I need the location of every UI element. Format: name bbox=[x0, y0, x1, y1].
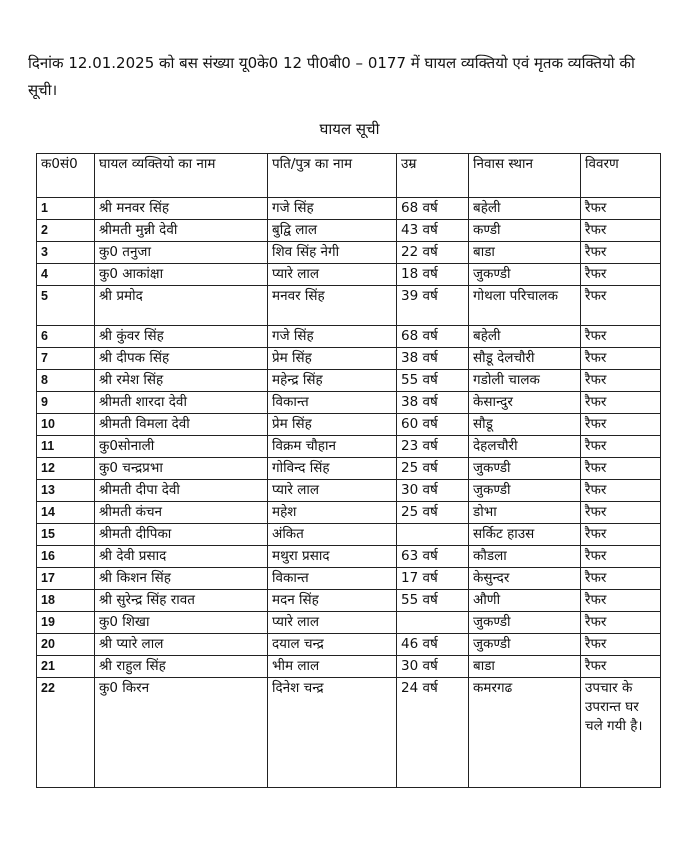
table-row bbox=[37, 392, 661, 414]
cell-details: रैफर bbox=[581, 634, 661, 656]
cell-relative-name: दिनेश चन्द्र bbox=[268, 678, 397, 788]
table-body bbox=[37, 198, 661, 788]
cell-residence: औणी bbox=[469, 590, 581, 612]
cell-residence: गोथला परिचालक bbox=[469, 286, 581, 326]
cell-details: रैफर bbox=[581, 656, 661, 678]
cell-residence: देहलचौरी bbox=[469, 436, 581, 458]
cell-residence: गडोली चालक bbox=[469, 370, 581, 392]
cell-relative-name: गजे सिंह bbox=[268, 198, 397, 220]
cell-residence: डोभा bbox=[469, 502, 581, 524]
cell-serial: 7 bbox=[37, 348, 95, 370]
cell-relative-name: शिव सिंह नेगी bbox=[268, 242, 397, 264]
table-row bbox=[37, 458, 661, 480]
cell-age: 22 वर्ष bbox=[397, 242, 469, 264]
table-row bbox=[37, 568, 661, 590]
cell-residence: जुकण्डी bbox=[469, 634, 581, 656]
cell-relative-name: मदन सिंह bbox=[268, 590, 397, 612]
cell-relative-name: भीम लाल bbox=[268, 656, 397, 678]
cell-injured-name: श्री मनवर सिंह bbox=[95, 198, 268, 220]
cell-residence: जुकण्डी bbox=[469, 264, 581, 286]
cell-details: रैफर bbox=[581, 524, 661, 546]
cell-age: 23 वर्ष bbox=[397, 436, 469, 458]
table-row bbox=[37, 502, 661, 524]
cell-age: 63 वर्ष bbox=[397, 546, 469, 568]
cell-serial: 20 bbox=[37, 634, 95, 656]
cell-details: रैफर bbox=[581, 480, 661, 502]
cell-residence: बाडा bbox=[469, 656, 581, 678]
cell-age: 25 वर्ष bbox=[397, 502, 469, 524]
cell-age: 68 वर्ष bbox=[397, 326, 469, 348]
injured-list-table bbox=[36, 153, 661, 788]
cell-relative-name: दयाल चन्द्र bbox=[268, 634, 397, 656]
cell-residence: बहेली bbox=[469, 198, 581, 220]
cell-relative-name: महेश bbox=[268, 502, 397, 524]
table-row bbox=[37, 634, 661, 656]
cell-injured-name: श्री रमेश सिंह bbox=[95, 370, 268, 392]
cell-serial: 3 bbox=[37, 242, 95, 264]
cell-age: 39 वर्ष bbox=[397, 286, 469, 326]
table-row bbox=[37, 242, 661, 264]
cell-age: 30 वर्ष bbox=[397, 656, 469, 678]
cell-residence: सर्किट हाउस bbox=[469, 524, 581, 546]
cell-injured-name: श्रीमती मुन्नी देवी bbox=[95, 220, 268, 242]
cell-details: रैफर bbox=[581, 458, 661, 480]
cell-age bbox=[397, 524, 469, 546]
cell-relative-name: मथुरा प्रसाद bbox=[268, 546, 397, 568]
cell-residence: सौडू bbox=[469, 414, 581, 436]
table-row bbox=[37, 286, 661, 326]
table-row bbox=[37, 436, 661, 458]
table-row bbox=[37, 656, 661, 678]
cell-age: 55 वर्ष bbox=[397, 590, 469, 612]
cell-age: 30 वर्ष bbox=[397, 480, 469, 502]
cell-age: 60 वर्ष bbox=[397, 414, 469, 436]
cell-injured-name: श्री कुंवर सिंह bbox=[95, 326, 268, 348]
cell-injured-name: श्रीमती कंचन bbox=[95, 502, 268, 524]
cell-serial: 14 bbox=[37, 502, 95, 524]
table-row bbox=[37, 414, 661, 436]
cell-relative-name: प्रेम सिंह bbox=[268, 348, 397, 370]
col-header-residence: निवास स्थान bbox=[469, 154, 581, 198]
cell-injured-name: कु0 किरन bbox=[95, 678, 268, 788]
cell-age: 38 वर्ष bbox=[397, 348, 469, 370]
cell-relative-name: विकान्त bbox=[268, 392, 397, 414]
cell-details: रैफर bbox=[581, 264, 661, 286]
cell-serial: 22 bbox=[37, 678, 95, 788]
cell-relative-name: प्यारे लाल bbox=[268, 264, 397, 286]
cell-serial: 1 bbox=[37, 198, 95, 220]
cell-serial: 8 bbox=[37, 370, 95, 392]
cell-serial: 2 bbox=[37, 220, 95, 242]
cell-injured-name: श्री प्यारे लाल bbox=[95, 634, 268, 656]
list-title: घायल सूची bbox=[319, 120, 380, 138]
cell-relative-name: विकान्त bbox=[268, 568, 397, 590]
cell-age: 46 वर्ष bbox=[397, 634, 469, 656]
cell-injured-name: श्री किशन सिंह bbox=[95, 568, 268, 590]
cell-injured-name: श्रीमती दीपा देवी bbox=[95, 480, 268, 502]
cell-details: रैफर bbox=[581, 326, 661, 348]
cell-injured-name: श्री सुरेन्द्र सिंह रावत bbox=[95, 590, 268, 612]
cell-serial: 9 bbox=[37, 392, 95, 414]
cell-injured-name: कु0 तनुजा bbox=[95, 242, 268, 264]
cell-injured-name: कु0 चन्द्रप्रभा bbox=[95, 458, 268, 480]
cell-details: उपचार के उपरान्त घर चले गयी है। bbox=[581, 678, 661, 788]
cell-residence: जुकण्डी bbox=[469, 480, 581, 502]
cell-injured-name: श्रीमती दीपिका bbox=[95, 524, 268, 546]
table-row bbox=[37, 546, 661, 568]
cell-residence: कौडला bbox=[469, 546, 581, 568]
cell-injured-name: श्री देवी प्रसाद bbox=[95, 546, 268, 568]
cell-relative-name: विक्रम चौहान bbox=[268, 436, 397, 458]
cell-details: रैफर bbox=[581, 220, 661, 242]
cell-details: रैफर bbox=[581, 370, 661, 392]
table-row bbox=[37, 326, 661, 348]
cell-details: रैफर bbox=[581, 198, 661, 220]
cell-injured-name: श्री दीपक सिंह bbox=[95, 348, 268, 370]
cell-relative-name: मनवर सिंह bbox=[268, 286, 397, 326]
cell-residence: बहेली bbox=[469, 326, 581, 348]
cell-serial: 11 bbox=[37, 436, 95, 458]
cell-age: 25 वर्ष bbox=[397, 458, 469, 480]
cell-age: 24 वर्ष bbox=[397, 678, 469, 788]
cell-serial: 12 bbox=[37, 458, 95, 480]
cell-relative-name: महेन्द्र सिंह bbox=[268, 370, 397, 392]
cell-injured-name: कु0सोनाली bbox=[95, 436, 268, 458]
cell-age: 55 वर्ष bbox=[397, 370, 469, 392]
cell-serial: 15 bbox=[37, 524, 95, 546]
cell-injured-name: कु0 आकांक्षा bbox=[95, 264, 268, 286]
col-header-details: विवरण bbox=[581, 154, 661, 198]
table-row bbox=[37, 612, 661, 634]
cell-serial: 21 bbox=[37, 656, 95, 678]
cell-details: रैफर bbox=[581, 590, 661, 612]
col-header-age: उम्र bbox=[397, 154, 469, 198]
cell-residence: सौडू देलचौरी bbox=[469, 348, 581, 370]
cell-relative-name: प्यारे लाल bbox=[268, 480, 397, 502]
cell-serial: 16 bbox=[37, 546, 95, 568]
table-row bbox=[37, 590, 661, 612]
cell-injured-name: श्री प्रमोद bbox=[95, 286, 268, 326]
table-row bbox=[37, 524, 661, 546]
document-intro: दिनांक 12.01.2025 को बस संख्या यू0के0 12 पी0बी0 – 0177 में घायल व्यक्तियो एवं मृतक व्यक्तियो की सूची। bbox=[28, 54, 635, 99]
cell-age: 43 वर्ष bbox=[397, 220, 469, 242]
col-header-injured-name: घायल व्यक्तियो का नाम bbox=[95, 154, 268, 198]
col-header-serial: क0सं0 bbox=[37, 154, 95, 198]
cell-relative-name: गजे सिंह bbox=[268, 326, 397, 348]
cell-serial: 17 bbox=[37, 568, 95, 590]
cell-details: रैफर bbox=[581, 242, 661, 264]
cell-injured-name: श्री राहुल सिंह bbox=[95, 656, 268, 678]
cell-residence: केसुन्दर bbox=[469, 568, 581, 590]
cell-relative-name: गोविन्द सिंह bbox=[268, 458, 397, 480]
table-header-row bbox=[37, 154, 661, 198]
cell-details: रैफर bbox=[581, 348, 661, 370]
cell-relative-name: बुद्वि लाल bbox=[268, 220, 397, 242]
table-row bbox=[37, 198, 661, 220]
cell-residence: केसान्दुर bbox=[469, 392, 581, 414]
cell-details: रैफर bbox=[581, 436, 661, 458]
cell-serial: 19 bbox=[37, 612, 95, 634]
cell-residence: जुकण्डी bbox=[469, 458, 581, 480]
cell-relative-name: प्यारे लाल bbox=[268, 612, 397, 634]
col-header-relative-name: पति/पुत्र का नाम bbox=[268, 154, 397, 198]
cell-age: 18 वर्ष bbox=[397, 264, 469, 286]
cell-relative-name: अंकित bbox=[268, 524, 397, 546]
table-row bbox=[37, 480, 661, 502]
cell-serial: 18 bbox=[37, 590, 95, 612]
cell-details: रैफर bbox=[581, 414, 661, 436]
cell-details: रैफर bbox=[581, 568, 661, 590]
cell-serial: 6 bbox=[37, 326, 95, 348]
cell-residence: कण्डी bbox=[469, 220, 581, 242]
cell-age: 38 वर्ष bbox=[397, 392, 469, 414]
cell-details: रैफर bbox=[581, 392, 661, 414]
cell-residence: जुकण्डी bbox=[469, 612, 581, 634]
table-row bbox=[37, 348, 661, 370]
cell-serial: 5 bbox=[37, 286, 95, 326]
cell-age bbox=[397, 612, 469, 634]
cell-details: रैफर bbox=[581, 612, 661, 634]
cell-serial: 10 bbox=[37, 414, 95, 436]
cell-age: 68 वर्ष bbox=[397, 198, 469, 220]
cell-injured-name: कु0 शिखा bbox=[95, 612, 268, 634]
cell-relative-name: प्रेम सिंह bbox=[268, 414, 397, 436]
cell-details: रैफर bbox=[581, 502, 661, 524]
table-row bbox=[37, 220, 661, 242]
cell-details: रैफर bbox=[581, 546, 661, 568]
cell-serial: 13 bbox=[37, 480, 95, 502]
cell-residence: कमरगढ bbox=[469, 678, 581, 788]
cell-injured-name: श्रीमती विमला देवी bbox=[95, 414, 268, 436]
cell-residence: बाडा bbox=[469, 242, 581, 264]
table-row bbox=[37, 370, 661, 392]
table-row bbox=[37, 678, 661, 788]
cell-details: रैफर bbox=[581, 286, 661, 326]
table-row bbox=[37, 264, 661, 286]
cell-injured-name: श्रीमती शारदा देवी bbox=[95, 392, 268, 414]
cell-age: 17 वर्ष bbox=[397, 568, 469, 590]
cell-serial: 4 bbox=[37, 264, 95, 286]
